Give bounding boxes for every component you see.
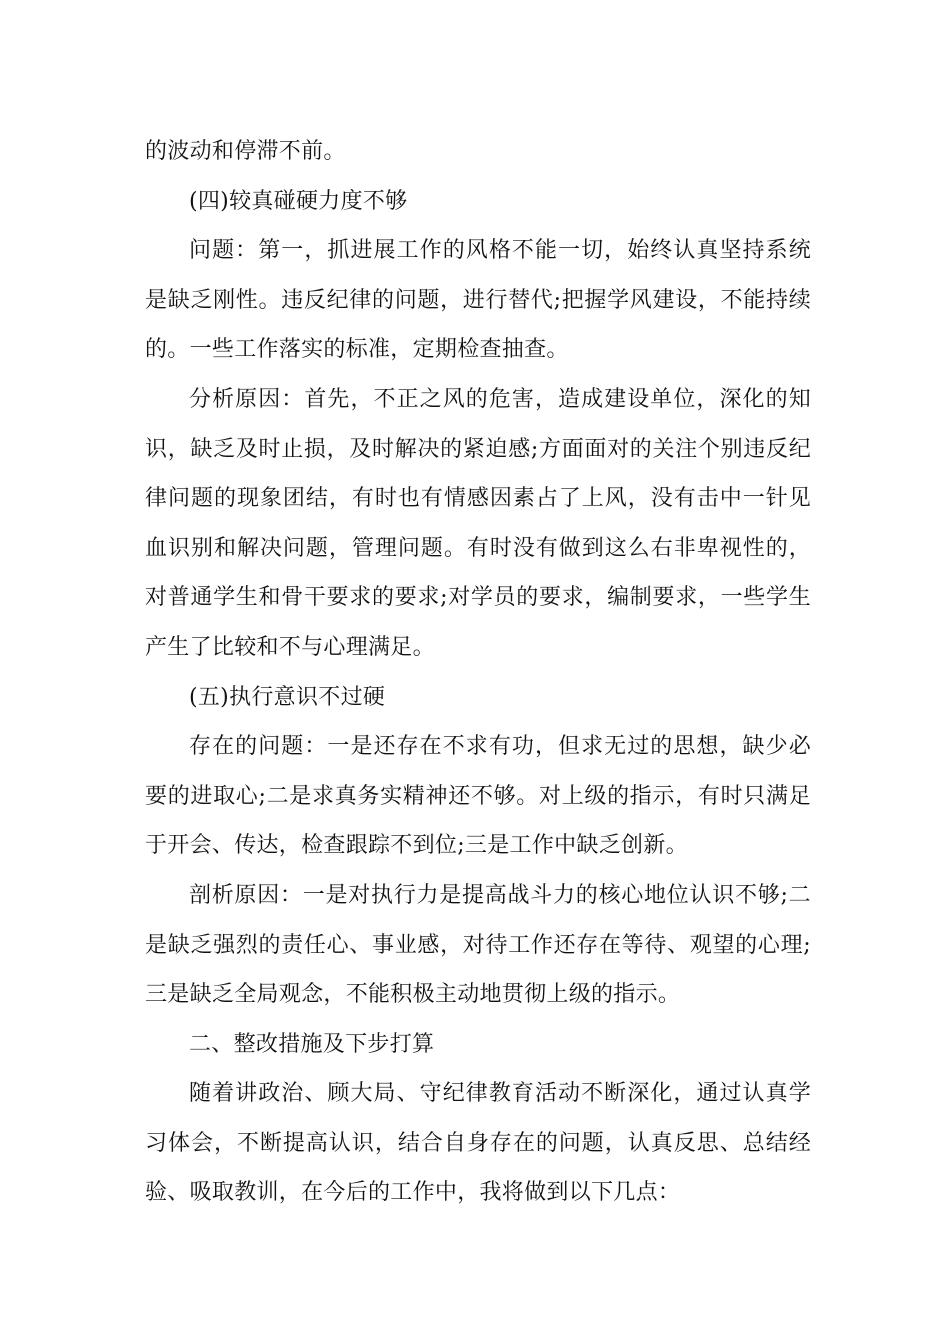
paragraph-problems-4: 问题：第一，抓进展工作的风格不能一切，始终认真坚持系统是缺乏刚性。违反纪律的问题，进行替代;把握学风建设，不能持续的。一些工作落实的标准，定期检查抽查。 xyxy=(145,238,811,363)
section-heading-2: 二、整改措施及下步打算 xyxy=(189,1031,435,1057)
paragraph-problems-5: 存在的问题：一是还存在不求有功，但求无过的思想，缺少必要的进取心;二是求真务实精神还不够。对上级的指示，有时只满足于开会、传达，检查跟踪不到位;三是工作中缺乏创新。 xyxy=(145,734,811,859)
paragraph-continuation: 的波动和停滞不前。 xyxy=(145,139,346,164)
section-heading-4: (四)较真碰硬力度不够 xyxy=(189,188,408,214)
paragraph-analysis-4: 分析原因：首先，不正之风的危害，造成建设单位，深化的知识，缺乏及时止损，及时解决的紧迫感;方面面对的关注个别违反纪律问题的现象团结，有时也有情感因素占了上风，没有击中一针见血识别和解决问题，管理问题。有时没有做到这么右非卑视性的，对普通学生和骨干要求的要求;对学员的要求，编制要求，一些学生产生了比较和不与心理满足。 xyxy=(145,386,811,660)
document-body xyxy=(145,127,811,1218)
paragraph-measures-intro: 随着讲政治、顾大局、守纪律教育活动不断深化，通过认真学习体会，不断提高认识，结合自身存在的问题，认真反思、总结经验、吸取教训，在今后的工作中，我将做到以下几点： xyxy=(145,1081,811,1206)
section-heading-5: (五)执行意识不过硬 xyxy=(189,684,386,710)
paragraph-analysis-5: 剖析原因：一是对执行力是提高战斗力的核心地位认识不够;二是缺乏强烈的责任心、事业感，对待工作还存在等待、观望的心理;三是缺乏全局观念，不能积极主动地贯彻上级的指示。 xyxy=(145,882,811,1008)
